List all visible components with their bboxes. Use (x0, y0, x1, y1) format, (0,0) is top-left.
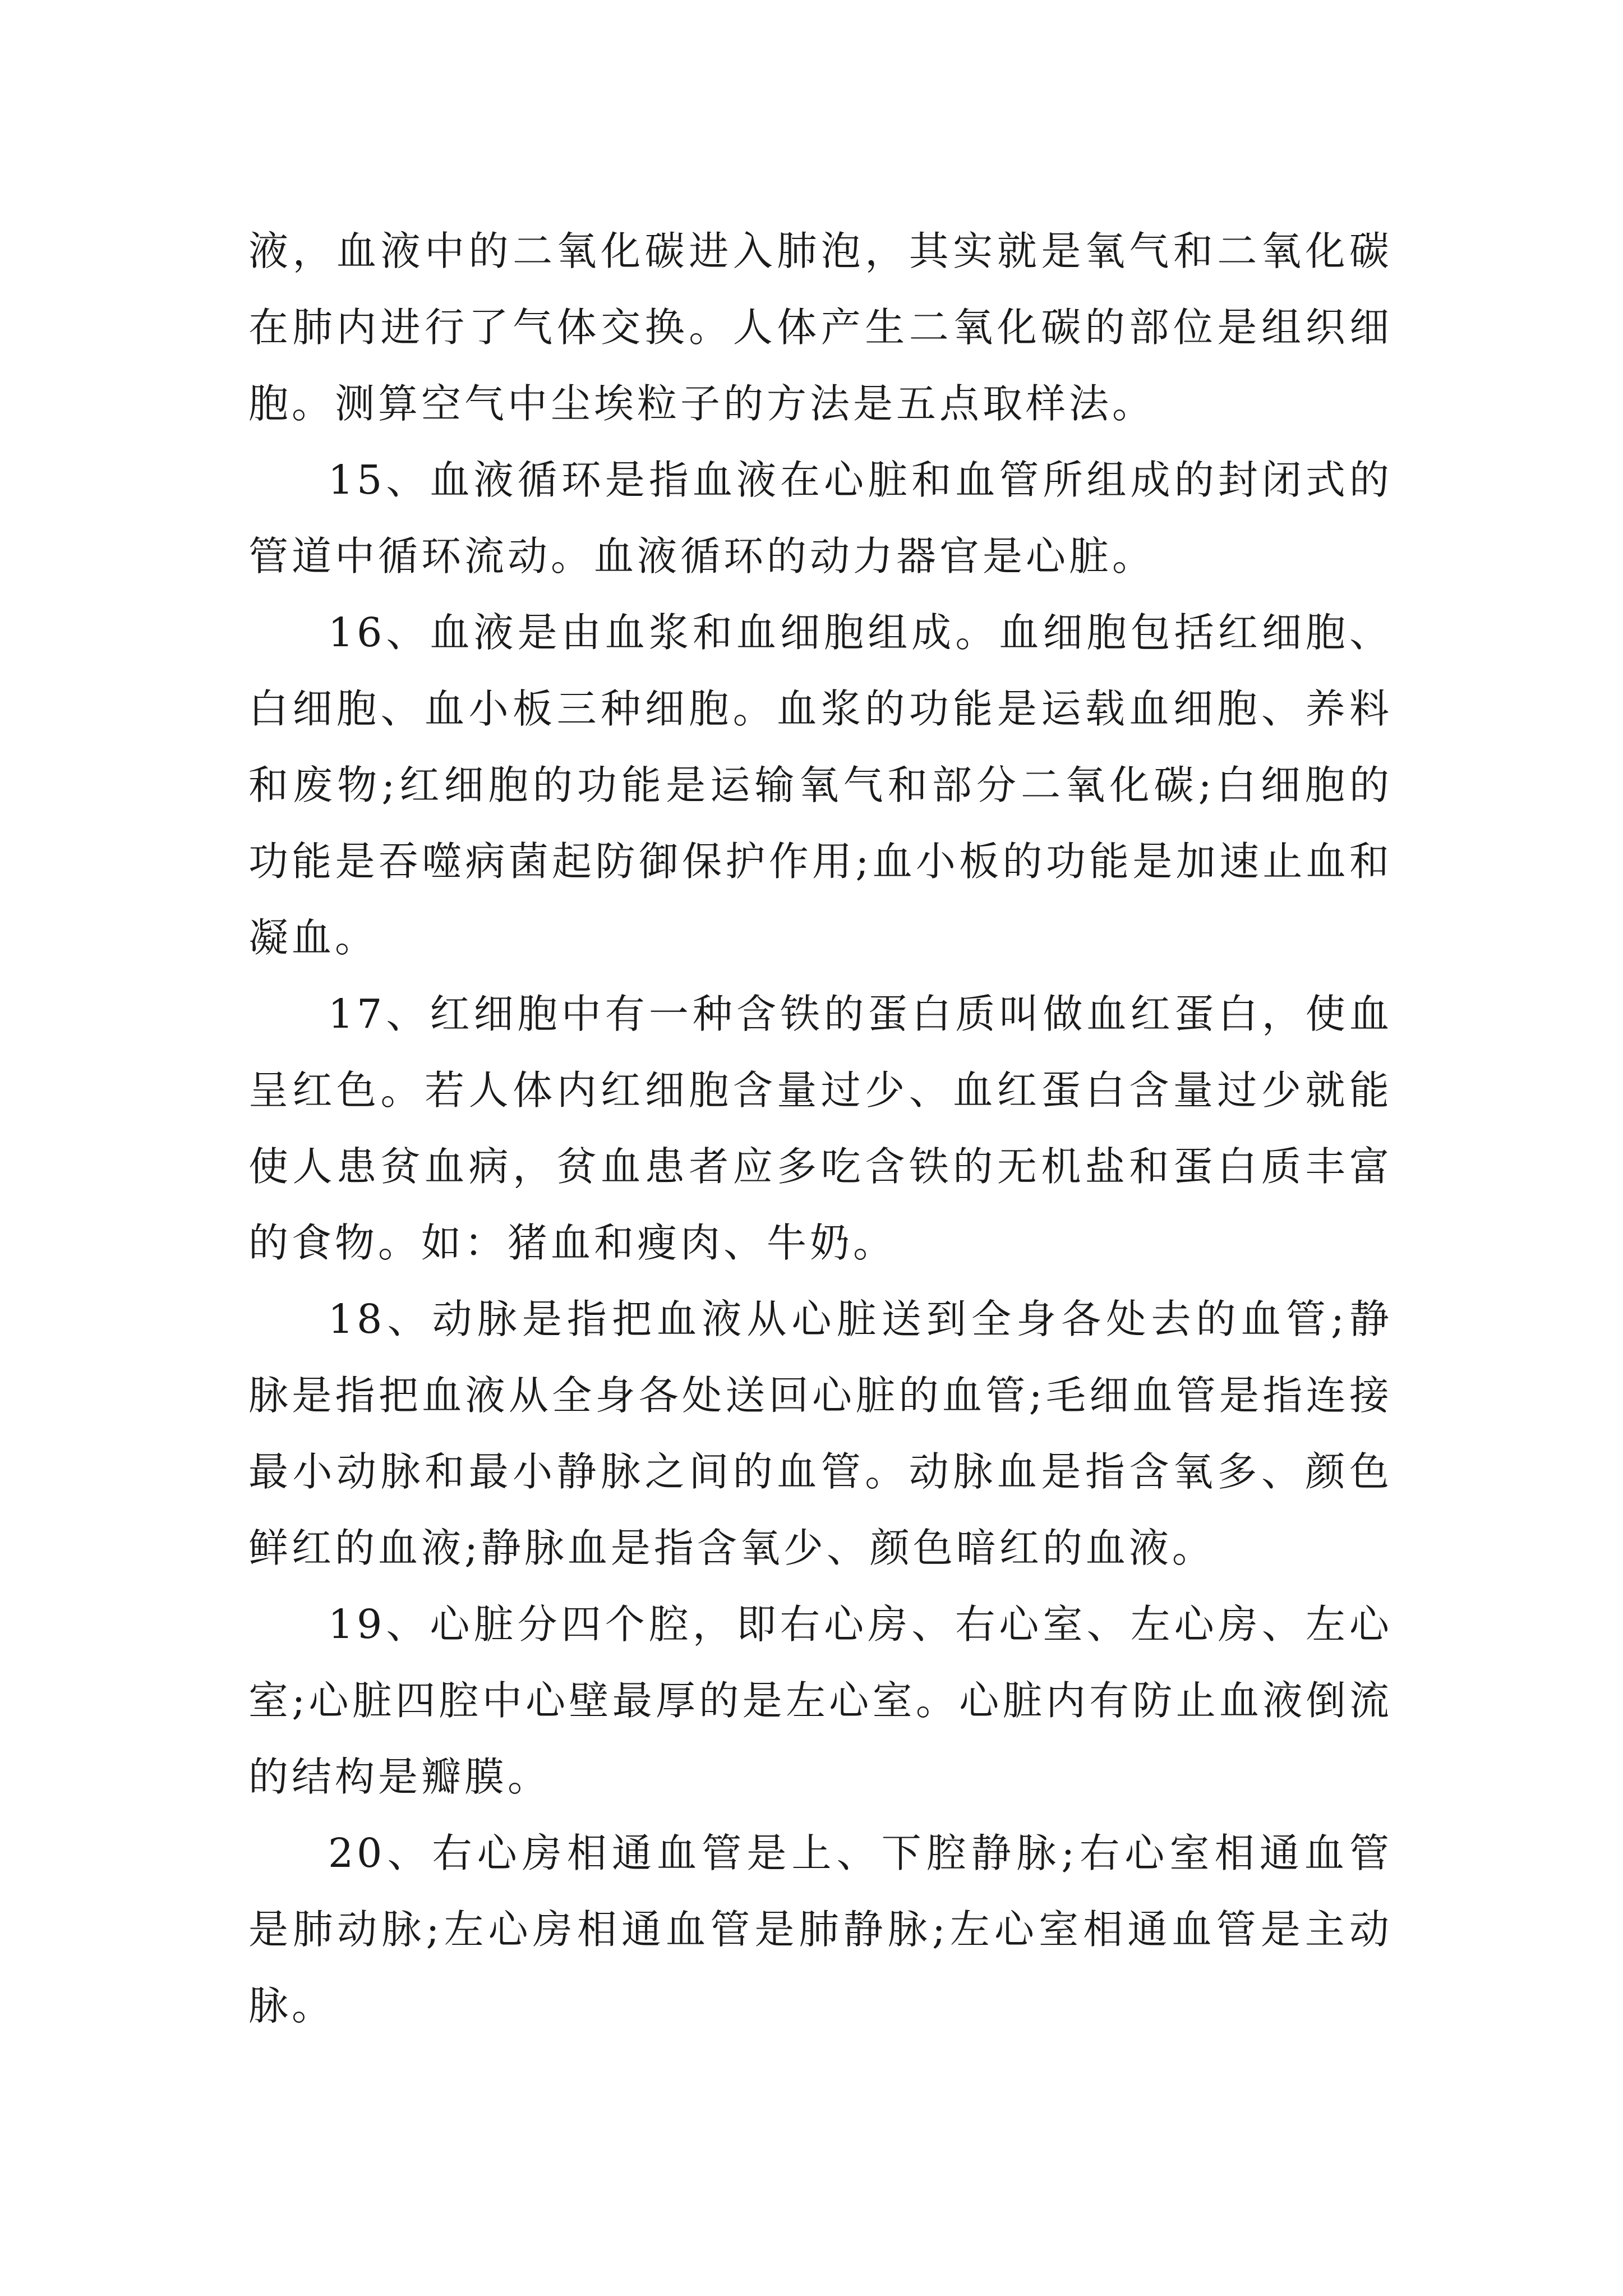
document-body (248, 213, 1393, 2044)
paragraph-item-16: 16、血液是由血浆和血细胞组成。血细胞包括红细胞、白细胞、血小板三种细胞。血浆的功能是运载血细胞、养料和废物;红细胞的功能是运输氧气和部分二氧化碳;白细胞的功能是吞噬病菌起防御保护作用;血小板的功能是加速止血和凝血。 (248, 609, 1393, 961)
paragraph-item-18: 18、动脉是指把血液从心脏送到全身各处去的血管;静脉是指把血液从全身各处送回心脏的血管;毛细血管是指连接最小动脉和最小静脉之间的血管。动脉血是指含氧多、颜色鲜红的血液;静脉血是指含氧少、颜色暗红的血液。 (248, 1296, 1393, 1571)
paragraph-item-19: 19、心脏分四个腔，即右心房、右心室、左心房、左心室;心脏四腔中心壁最厚的是左心室。心脏内有防止血液倒流的结构是瓣膜。 (248, 1601, 1393, 1800)
paragraph-item-20: 20、右心房相通血管是上、下腔静脉;右心室相通血管是肺动脉;左心房相通血管是肺静脉;左心室相通血管是主动脉。 (248, 1830, 1393, 2029)
paragraph-continuation: 液，血液中的二氧化碳进入肺泡，其实就是氧气和二氧化碳在肺内进行了气体交换。人体产生二氧化碳的部位是组织细胞。测算空气中尘埃粒子的方法是五点取样法。 (248, 228, 1393, 427)
paragraph-item-17: 17、红细胞中有一种含铁的蛋白质叫做血红蛋白，使血呈红色。若人体内红细胞含量过少、血红蛋白含量过少就能使人患贫血病，贫血患者应多吃含铁的无机盐和蛋白质丰富的食物。如：猪血和瘦肉、牛奶。 (248, 991, 1393, 1266)
paragraph-item-15: 15、血液循环是指血液在心脏和血管所组成的封闭式的管道中循环流动。血液循环的动力器官是心脏。 (248, 457, 1393, 579)
